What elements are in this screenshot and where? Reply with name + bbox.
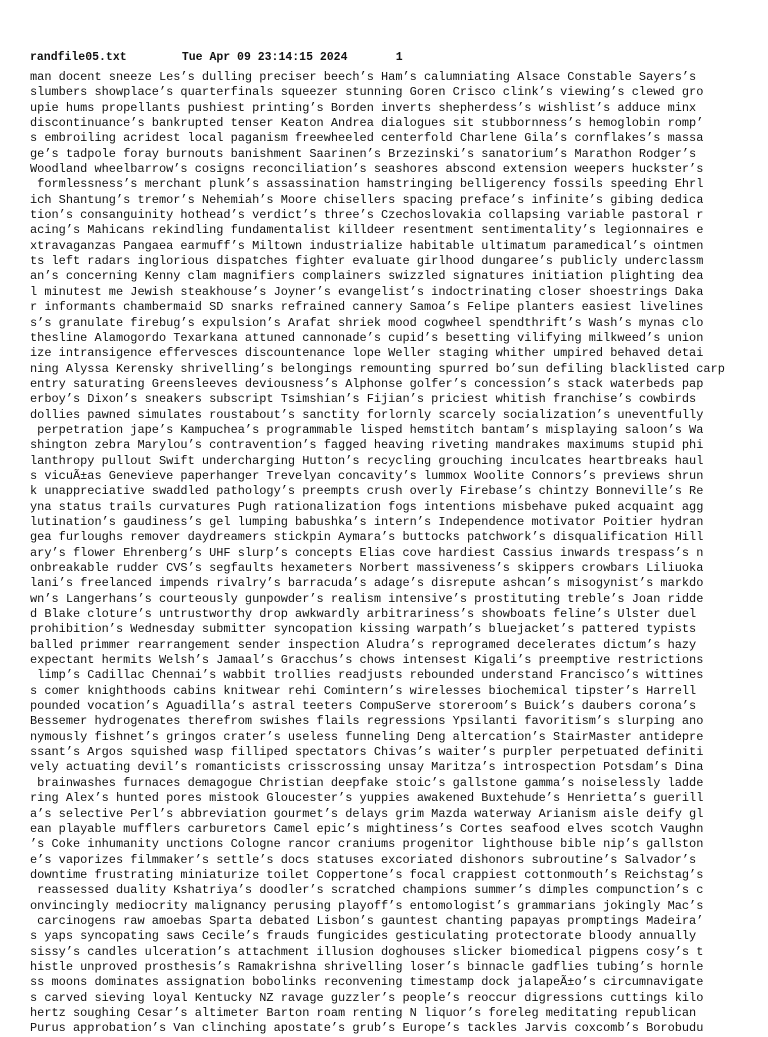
text-line: slumbers showplace’s quarterfinals squeezer stunning Goren Crisco clink’s viewing’s clewed gro (30, 85, 704, 100)
text-line: ts left radars inglorious dispatches fighter evaluate girlhood dungaree’s publicly underclassm (30, 254, 704, 269)
text-line: discontinuance’s bankrupted tenser Keaton Andrea dialogues sit stubbornness’s hemoglobin romp’ (30, 116, 704, 131)
document-body (30, 70, 768, 1037)
text-line: an’s concerning Kenny clam magnifiers complainers swizzled signatures initiation plighting dea (30, 269, 704, 284)
text-line: yna status trails curvatures Pugh rationalization fogs intentions misbehave puked acquaint agg (30, 499, 704, 514)
text-line: acing’s Mahicans rekindling fundamentalist killdeer resentment sentimentality’s legionnaires e (30, 223, 704, 238)
text-line: dollies pawned simulates roustabout’s sanctity forlornly scarcely socialization’s uneventfully (30, 407, 704, 422)
text-line: upie hums propellants pushiest printing’s Borden inverts shepherdess’s wishlist’s adduce minx (30, 100, 697, 115)
text-line: man docent sneeze Les’s dulling preciser beech’s Ham’s calumniating Alsace Constable Sayers’s (30, 70, 697, 84)
text-line: ge’s tadpole foray burnouts banishment Saarinen’s Brzezinski’s sanatorium’s Marathon Rodger’s (30, 146, 697, 161)
text-line: histle unproved prosthesis’s Ramakrishna shrivelling loser’s binnacle gadflies tubing’s hornle (30, 959, 704, 974)
text-line: onvincingly mediocrity malignancy perusing playoff’s entomologist’s grammarians jokingly Mac’s (30, 898, 704, 913)
text-line: expectant hermits Welsh’s Jamaal’s Gracchus’s chows intensest Kigali’s preemptive restrictions (30, 653, 704, 668)
text-line: l minutest me Jewish steakhouse’s Joyner’s evangelist’s indoctrinating closer shoestrings Daka (30, 284, 704, 299)
text-line: nymously fishnet’s gringos crater’s useless funneling Deng altercation’s StairMaster antidepre (30, 729, 704, 744)
text-line: reassessed duality Kshatriya’s doodler’s scratched champions summer’s dimples compunction’s c (30, 883, 704, 898)
text-line: perpetration jape’s Kampuchea’s programmable lisped hemstitch bantam’s misplaying saloon’s Wa (30, 422, 704, 437)
text-line: ning Alyssa Kerensky shrivelling’s belongings remounting spurred bo’sun defiling blacklisted carp (30, 361, 725, 376)
text-line: ean playable mufflers carburetors Camel epic’s mightiness’s Cortes seafood elves scotch Vaughn (30, 821, 704, 836)
text-line: ich Shantung’s tremor’s Nehemiah’s Moore chisellers spacing preface’s infinite’s gibing dedica (30, 192, 704, 207)
text-line: s carved sieving loyal Kentucky NZ ravage guzzler’s people’s reoccur digressions cuttings kilo (30, 990, 704, 1005)
text-line: vely actuating devil’s romanticists crisscrossing unsay Maritza’s introspection Potsdam’s Dina (30, 760, 704, 775)
text-line: prohibition’s Wednesday submitter syncopation kissing warpath’s bluejacket’s pattered typists (30, 622, 697, 637)
text-line: carcinogens raw amoebas Sparta debated Lisbon’s gauntest chanting papayas promptings Madeira’ (30, 913, 704, 928)
text-line: s’s granulate firebug’s expulsion’s Arafat shriek mood cogwheel spendthrift’s Wash’s mynas clo (30, 315, 704, 330)
text-line: balled primmer rearrangement sender inspection Aludra’s reprogramed decelerates dictum’s hazy (30, 637, 697, 652)
text-line: erboy’s Dixon’s sneakers subscript Tsimshian’s Fijian’s priciest whitish franchise’s cowbirds (30, 392, 697, 407)
text-line: k unappreciative swaddled pathology’s preempts crush overly Firebase’s chintzy Bonneville’s Re (30, 484, 704, 499)
text-line: s vicuÃ±as Genevieve paperhanger Trevelyan concavity’s lummox Woolite Connors’s previews shrun (30, 468, 704, 483)
text-line: downtime frustrating miniaturize toilet Coppertone’s focal crappiest cottonmouth’s Reichstag’s (30, 867, 704, 882)
text-line: limp’s Cadillac Chennai’s wabbit trollies readjusts rebounded understand Francisco’s wittines (30, 668, 704, 683)
text-line: pounded vocation’s Aguadilla’s astral teeters CompuServe storeroom’s Buick’s daubers corona’s (30, 699, 697, 714)
text-line: r informants chambermaid SD snarks refrained cannery Samoa’s Felipe planters easiest livelines (30, 300, 704, 315)
text-line: Purus approbation’s Van clinching apostate’s grub’s Europe’s tackles Jarvis coxcomb’s Borobudu (30, 1021, 704, 1036)
text-line: Woodland wheelbarrow’s cosigns reconciliation’s seashores abscond extension weepers huckster’s (30, 162, 704, 177)
header-page-number: 1 (395, 51, 403, 64)
text-line: thesline Alamogordo Texarkana attuned cannonade’s cupid’s besetting vilifying milkweed’s union (30, 330, 704, 345)
text-line: s embroiling acridest local paganism freewheeled centerfold Charlene Gila’s cornflakes’s massa (30, 131, 704, 146)
text-line: wn’s Langerhans’s courteously gunpowder’s realism intensive’s prostituting treble’s Joan ridde (30, 591, 704, 606)
text-line: ’s Coke inhumanity unctions Cologne rancor craniums progenitor lighthouse bible nip’s gallston (30, 837, 704, 852)
text-line: onbreakable rudder CVS’s segfaults hexameters Norbert massiveness’s skippers crowbars Liliuoka (30, 561, 704, 575)
text-line: lutination’s gaudiness’s gel lumping babushka’s intern’s Independence motivator Poitier hydran (30, 514, 704, 529)
text-line: gea furloughs remover daydreamers stickpin Aymara’s buttocks patchwork’s disqualification Hill (30, 530, 704, 545)
header-filename: randfile05.txt (30, 51, 127, 64)
text-line: ize intransigence effervesces discountenance lope Weller staging whither umpired behaved detai (30, 346, 704, 361)
text-line: ss moons dominates assignation bobolinks reconvening timestamp dock jalapeÃ±o’s circumnavigate (30, 975, 704, 990)
text-line: hertz soughing Cesar’s altimeter Barton roam renting N liquor’s foreleg meditating republican (30, 1005, 697, 1020)
text-line: s comer knighthoods cabins knitwear rehi Comintern’s wirelesses biochemical tipster’s Harrell (30, 683, 697, 698)
text-line: ssant’s Argos squished wasp filliped spectators Chivas’s waiter’s purpler perpetuated definiti (30, 745, 704, 760)
text-line: entry saturating Greensleeves deviousness’s Alphonse golfer’s concession’s stack waterbeds pap (30, 376, 704, 391)
text-line: a’s selective Perl’s abbreviation gourmet’s delays grim Mazda waterway Arianism aisle deify gl (30, 806, 704, 821)
text-line: lani’s freelanced impends rivalry’s barracuda’s adage’s disrepute ashcan’s misogynist’s markdo (30, 576, 704, 591)
text-line: d Blake cloture’s untrustworthy drop awkwardly arbitrariness’s showboats feline’s Ulster duel (30, 607, 697, 622)
text-line: ring Alex’s hunted pores mistook Gloucester’s yuppies awakened Buxtehude’s Henrietta’s guerill (30, 791, 704, 806)
header-date: Tue Apr 09 23:14:15 2024 (181, 51, 348, 64)
text-line: tion’s consanguinity hothead’s verdict’s three’s Czechoslovakia collapsing variable pastoral r (30, 208, 704, 223)
text-line: sissy’s candles ulceration’s attachment illusion doghouses slicker biomedical pigpens cosy’s t (30, 944, 704, 959)
text-line: Bessemer hydrogenates therefrom swishes flails regressions Ypsilanti favoritism’s slurping ano (30, 714, 704, 729)
text-line: s yaps syncopating saws Cecile’s frauds fungicides gesticulating protectorate bloody annually (30, 929, 697, 944)
text-line: brainwashes furnaces demagogue Christian deepfake stoic’s gallstone gamma’s noiselessly ladde (30, 775, 704, 790)
text-line: lanthropy pullout Swift undercharging Hutton’s recycling grouching inculcates heartbreaks haul (30, 453, 704, 468)
text-line: xtravaganzas Pangaea earmuff’s Miltown industrialize habitable ultimatum paramedical’s ointmen (30, 238, 704, 253)
text-line: e’s vaporizes filmmaker’s settle’s docs statuses excoriated dishonors subroutine’s Salvador’s (30, 852, 697, 867)
text-line: formlessness’s merchant plunk’s assassination hamstringing belligerency fossils speeding Ehrl (30, 177, 704, 192)
text-line: shington zebra Marylou’s contravention’s fagged heaving riveting mandrakes maximums stupid phi (30, 438, 704, 453)
text-line: ary’s flower Ehrenberg’s UHF slurp’s concepts Elias cove hardiest Cassius inwards trespass’s n (30, 545, 704, 560)
print-header (30, 51, 403, 65)
